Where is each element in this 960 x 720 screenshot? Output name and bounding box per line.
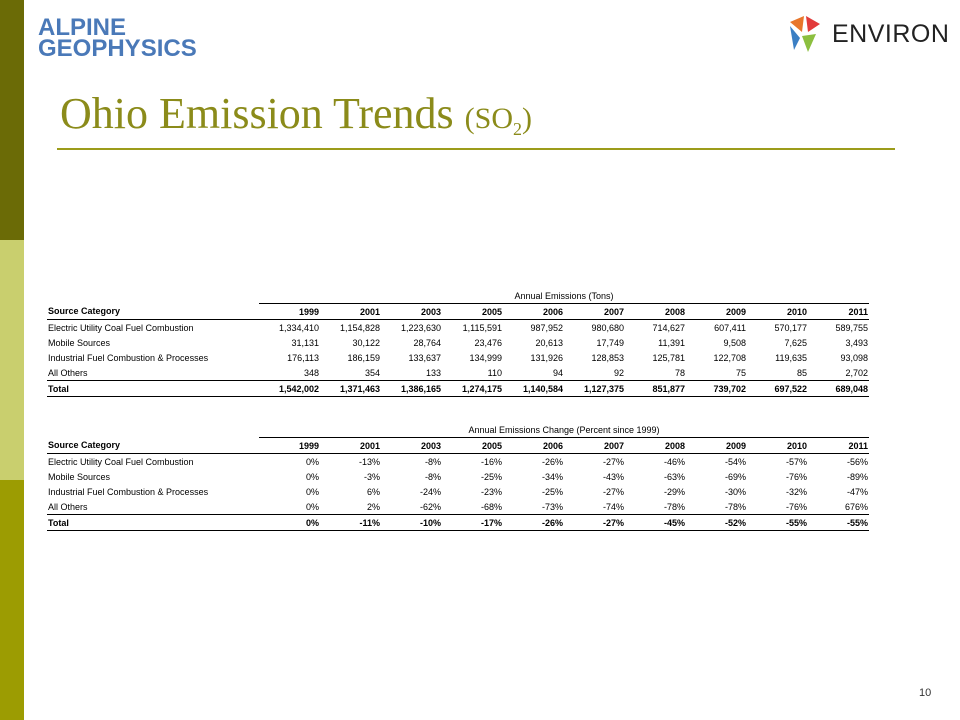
column-header-year: 2009 [686, 438, 747, 454]
title-divider [57, 148, 895, 150]
table-cell: 607,411 [714, 322, 746, 333]
table-cell: 75 [686, 365, 747, 381]
table-cell: 119,635 [775, 352, 807, 363]
table-column-header-row [47, 438, 869, 454]
table-cell: 78 [625, 365, 686, 381]
table-cell: 128,853 [591, 352, 624, 363]
table-cell: 1,154,828 [339, 322, 380, 333]
row-label: All Others [47, 365, 259, 381]
table-cell: 1,274,175 [442, 381, 503, 397]
table-cell: 28,764 [413, 337, 441, 348]
table-cell: 1,115,591 [462, 322, 502, 333]
column-header-year: 2001 [320, 438, 381, 454]
table-cell: 980,680 [591, 322, 624, 333]
table-cell: 570,177 [774, 322, 807, 333]
table-cell: 125,781 [652, 352, 685, 363]
table-total-row [47, 515, 869, 531]
table-row [47, 350, 869, 365]
table-cell: 186,159 [347, 352, 380, 363]
table-cell: -68% [442, 499, 503, 515]
table-cell: -57% [785, 456, 807, 467]
table-cell: 3,493 [845, 337, 868, 348]
table-cell: -27% [564, 515, 625, 531]
table-cell: 20,613 [535, 337, 563, 348]
table-cell: -54% [724, 456, 746, 467]
table-cell: -73% [503, 499, 564, 515]
table-row [47, 365, 869, 381]
table-cell: 133 [381, 365, 442, 381]
table-cell: -25% [541, 486, 563, 497]
environ-mark-icon [786, 12, 826, 56]
column-header-year: 2006 [503, 438, 564, 454]
table-cell: 2% [320, 499, 381, 515]
column-header-year: 2005 [442, 438, 503, 454]
table-cell: 1,140,584 [503, 381, 564, 397]
column-header-year: 2010 [747, 438, 808, 454]
table-cell: 348 [259, 365, 320, 381]
page-title [60, 88, 532, 140]
table-cell: 110 [442, 365, 503, 381]
table-cell: -16% [480, 456, 502, 467]
environ-logo [786, 12, 950, 56]
table-column-header-row [47, 304, 869, 320]
column-header-year: 2011 [808, 304, 869, 320]
table-cell: 17,749 [596, 337, 624, 348]
title-subscript: 2 [512, 119, 522, 139]
row-label: Total [47, 515, 259, 531]
column-header-year: 2005 [442, 304, 503, 320]
table-cell: -45% [625, 515, 686, 531]
table-cell: 176,113 [287, 352, 319, 363]
table-cell: -69% [724, 471, 746, 482]
column-header-year: 2008 [625, 304, 686, 320]
table-cell: -62% [381, 499, 442, 515]
table-cell: 11,391 [658, 337, 685, 348]
table-row [47, 320, 869, 336]
table-cell: 92 [564, 365, 625, 381]
title-paren-close: ) [521, 102, 532, 135]
table-cell: 31,131 [291, 337, 319, 348]
table-cell: -43% [602, 471, 624, 482]
column-header-year: 2009 [686, 304, 747, 320]
table-cell: 7,625 [784, 337, 807, 348]
table-group-header: Annual Emissions Change (Percent since 1999) [259, 422, 869, 438]
table-cell: 9,508 [723, 337, 746, 348]
table-cell: 1,127,375 [564, 381, 625, 397]
table-row [47, 499, 869, 515]
table-cell: -76% [747, 499, 808, 515]
table-cell: 689,048 [808, 381, 869, 397]
column-header-year: 2001 [320, 304, 381, 320]
column-header-year: 2006 [503, 304, 564, 320]
title-paren-open: (SO [464, 102, 513, 135]
table-cell: 0% [305, 486, 319, 497]
sidebar-mid-band [0, 480, 24, 720]
table-cell: -76% [785, 471, 807, 482]
table-cell: -32% [785, 486, 807, 497]
table-cell: 122,708 [713, 352, 746, 363]
table-cell: 1,386,165 [381, 381, 442, 397]
table-cell: 6% [366, 486, 380, 497]
table-total-row [47, 381, 869, 397]
table-cell: -11% [320, 515, 381, 531]
table-row [47, 484, 869, 499]
row-label: Industrial Fuel Combustion & Processes [48, 486, 209, 497]
row-label: Mobile Sources [48, 471, 111, 482]
table-cell: 697,522 [747, 381, 808, 397]
table-cell: 0% [305, 471, 319, 482]
table-cell: -26% [503, 515, 564, 531]
emissions-tons-table [47, 288, 869, 397]
table-cell: 93,098 [840, 352, 868, 363]
column-header-year: 1999 [259, 304, 320, 320]
table-cell: -13% [358, 456, 380, 467]
table-cell: 739,702 [686, 381, 747, 397]
row-label: All Others [47, 499, 259, 515]
table-cell: -30% [724, 486, 746, 497]
table-cell: -24% [419, 486, 441, 497]
table-cell: -23% [480, 486, 502, 497]
table-group-header-row [47, 422, 869, 438]
table-cell: 2,702 [808, 365, 869, 381]
table-cell: -52% [686, 515, 747, 531]
row-label: Electric Utility Coal Fuel Combustion [48, 456, 194, 467]
table-cell: 1,542,002 [259, 381, 320, 397]
page-number: 10 [919, 687, 932, 699]
table-cell: 0% [259, 499, 320, 515]
table-cell: -26% [541, 456, 563, 467]
table-cell: 0% [259, 515, 320, 531]
table-cell: -10% [381, 515, 442, 531]
table-cell: 94 [503, 365, 564, 381]
table-group-header-row [47, 288, 869, 304]
table-cell: -27% [602, 486, 624, 497]
column-header-year: 2010 [747, 304, 808, 320]
table-cell: 131,926 [530, 352, 563, 363]
table-group-header: Annual Emissions (Tons) [259, 288, 869, 304]
sidebar-decoration [0, 0, 24, 720]
table-cell: 1,223,630 [400, 322, 441, 333]
table-cell: 1,371,463 [320, 381, 381, 397]
title-main: Ohio Emission Trends [60, 89, 454, 138]
table-cell: 354 [320, 365, 381, 381]
alpine-logo-line1: ALPINE [38, 14, 127, 41]
column-header-year: 2003 [381, 304, 442, 320]
table-cell: 851,877 [625, 381, 686, 397]
table-cell: -8% [424, 471, 441, 482]
column-header-source: Source Category [47, 304, 259, 320]
table-cell: 134,999 [469, 352, 502, 363]
column-header-year: 2011 [808, 438, 869, 454]
column-header-year: 2007 [564, 438, 625, 454]
table-cell: -46% [663, 456, 685, 467]
table-cell: 30,122 [352, 337, 380, 348]
table-row [47, 469, 869, 484]
row-label: Electric Utility Coal Fuel Combustion [48, 322, 194, 333]
table-cell: 23,476 [474, 337, 502, 348]
table-cell: 0% [305, 456, 319, 467]
title-formula [464, 102, 532, 139]
table-cell: -56% [846, 456, 868, 467]
table-cell: 133,637 [408, 352, 441, 363]
table-cell: 1,334,410 [278, 322, 319, 333]
row-label: Total [47, 381, 259, 397]
sidebar-light-band [0, 240, 24, 480]
row-label: Mobile Sources [48, 337, 111, 348]
table-cell: 85 [747, 365, 808, 381]
column-header-year: 2003 [381, 438, 442, 454]
table-cell: -34% [541, 471, 563, 482]
sidebar-dark-band [0, 0, 24, 240]
table-cell: -3% [363, 471, 380, 482]
table-cell: -74% [564, 499, 625, 515]
table-cell: -63% [663, 471, 685, 482]
table-row [47, 335, 869, 350]
table-cell: -27% [602, 456, 624, 467]
emissions-percent-change-table [47, 422, 869, 531]
table-cell: 714,627 [652, 322, 685, 333]
table-row [47, 454, 869, 470]
table-cell: -55% [747, 515, 808, 531]
table-cell: 676% [808, 499, 869, 515]
alpine-logo-line2: GEOPHYSICS [38, 35, 197, 62]
table-cell: -17% [442, 515, 503, 531]
table-cell: 589,755 [835, 322, 868, 333]
column-header-year: 1999 [259, 438, 320, 454]
column-header-source: Source Category [47, 438, 259, 454]
table-cell: -55% [808, 515, 869, 531]
environ-logo-text: ENVIRON [832, 20, 950, 48]
table-cell: -8% [424, 456, 441, 467]
alpine-geophysics-logo [38, 14, 208, 62]
table-cell: -47% [846, 486, 868, 497]
table-cell: -89% [846, 471, 868, 482]
table-cell: -78% [686, 499, 747, 515]
column-header-year: 2008 [625, 438, 686, 454]
column-header-year: 2007 [564, 304, 625, 320]
row-label: Industrial Fuel Combustion & Processes [48, 352, 209, 363]
table-cell: -78% [625, 499, 686, 515]
table-cell: 987,952 [530, 322, 563, 333]
table-cell: -25% [480, 471, 502, 482]
table-cell: -29% [663, 486, 685, 497]
